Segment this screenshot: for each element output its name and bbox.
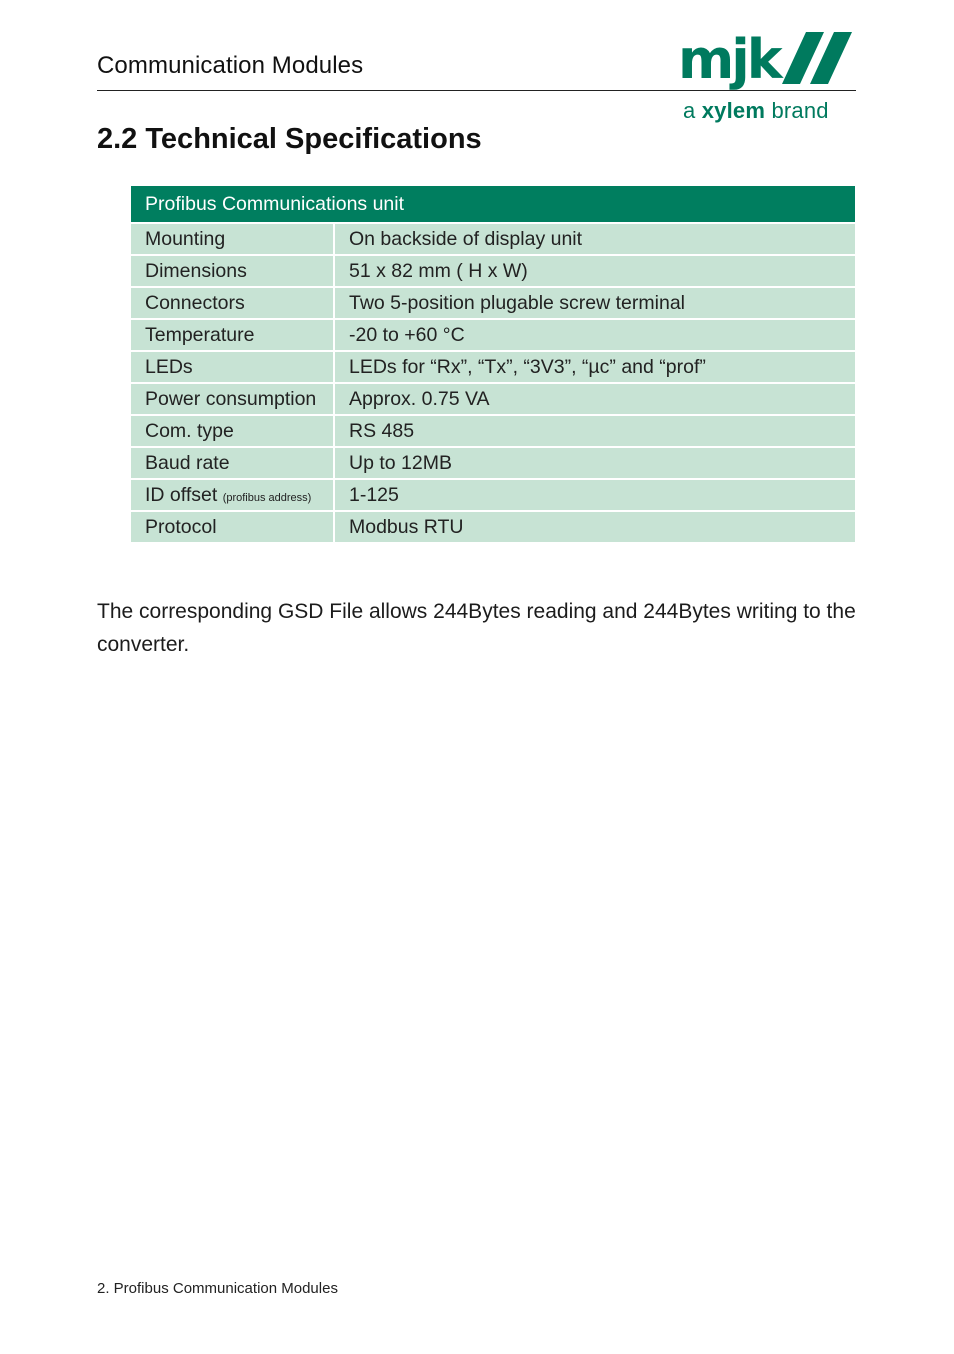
- spec-label-text: Mounting: [145, 227, 226, 250]
- table-row: [131, 352, 855, 384]
- table-row: [131, 480, 855, 512]
- spec-value: 51 x 82 mm ( H x W): [335, 256, 855, 288]
- logo-tagline-prefix: a: [683, 98, 702, 123]
- table-row: [131, 224, 855, 256]
- spec-label-text: Temperature: [145, 323, 255, 346]
- spec-label-text: LEDs: [145, 355, 193, 378]
- spec-value: 1-125: [335, 480, 855, 512]
- brand-logo: [676, 28, 860, 128]
- spec-value: LEDs for “Rx”, “Tx”, “3V3”, “µc” and “prof”: [335, 352, 855, 384]
- spec-label: [131, 384, 335, 416]
- spec-value: RS 485: [335, 416, 855, 448]
- spec-value: Modbus RTU: [335, 512, 855, 542]
- spec-label-text: Power consumption: [145, 387, 317, 410]
- spec-label-text: Com. type: [145, 419, 234, 442]
- logo-tagline: [683, 98, 829, 124]
- table-row: [131, 288, 855, 320]
- spec-table-header-row: [131, 186, 855, 224]
- table-row: [131, 320, 855, 352]
- table-row: [131, 512, 855, 542]
- table-row: [131, 256, 855, 288]
- spec-label: [131, 352, 335, 384]
- spec-label-text: Dimensions: [145, 259, 247, 282]
- spec-value: Up to 12MB: [335, 448, 855, 480]
- spec-label-text: Protocol: [145, 515, 217, 538]
- spec-value: Two 5-position plugable screw terminal: [335, 288, 855, 320]
- logo-tagline-brand: xylem: [701, 98, 766, 123]
- table-row: [131, 384, 855, 416]
- spec-value: -20 to +60 °C: [335, 320, 855, 352]
- spec-label: [131, 320, 335, 352]
- spec-label: [131, 416, 335, 448]
- running-header: Communication Modules: [97, 52, 364, 79]
- body-paragraph: The corresponding GSD File allows 244Bytes reading and 244Bytes writing to the converter.: [97, 600, 856, 656]
- section-title: 2.2 Technical Specifications: [97, 123, 482, 155]
- table-row: [131, 416, 855, 448]
- spec-label-text: Baud rate: [145, 451, 230, 474]
- mjk-logo-icon: [676, 28, 860, 90]
- table-row: [131, 448, 855, 480]
- spec-label-text: ID offset: [145, 483, 218, 506]
- spec-label: [131, 288, 335, 320]
- page-footer: 2. Profibus Communication Modules: [97, 1280, 338, 1297]
- spec-label: [131, 480, 335, 512]
- spec-label: [131, 256, 335, 288]
- spec-label-text: Connectors: [145, 291, 245, 314]
- spec-label-note: (profibus address): [222, 491, 312, 504]
- svg-text:mjk: mjk: [678, 28, 780, 90]
- spec-label: [131, 512, 335, 542]
- spec-label: [131, 224, 335, 256]
- spec-value: Approx. 0.75 VA: [335, 384, 855, 416]
- spec-table: [131, 186, 855, 542]
- spec-value: On backside of display unit: [335, 224, 855, 256]
- logo-tagline-suffix: brand: [765, 98, 829, 123]
- spec-table-header: Profibus Communications unit: [131, 186, 855, 224]
- spec-label: [131, 448, 335, 480]
